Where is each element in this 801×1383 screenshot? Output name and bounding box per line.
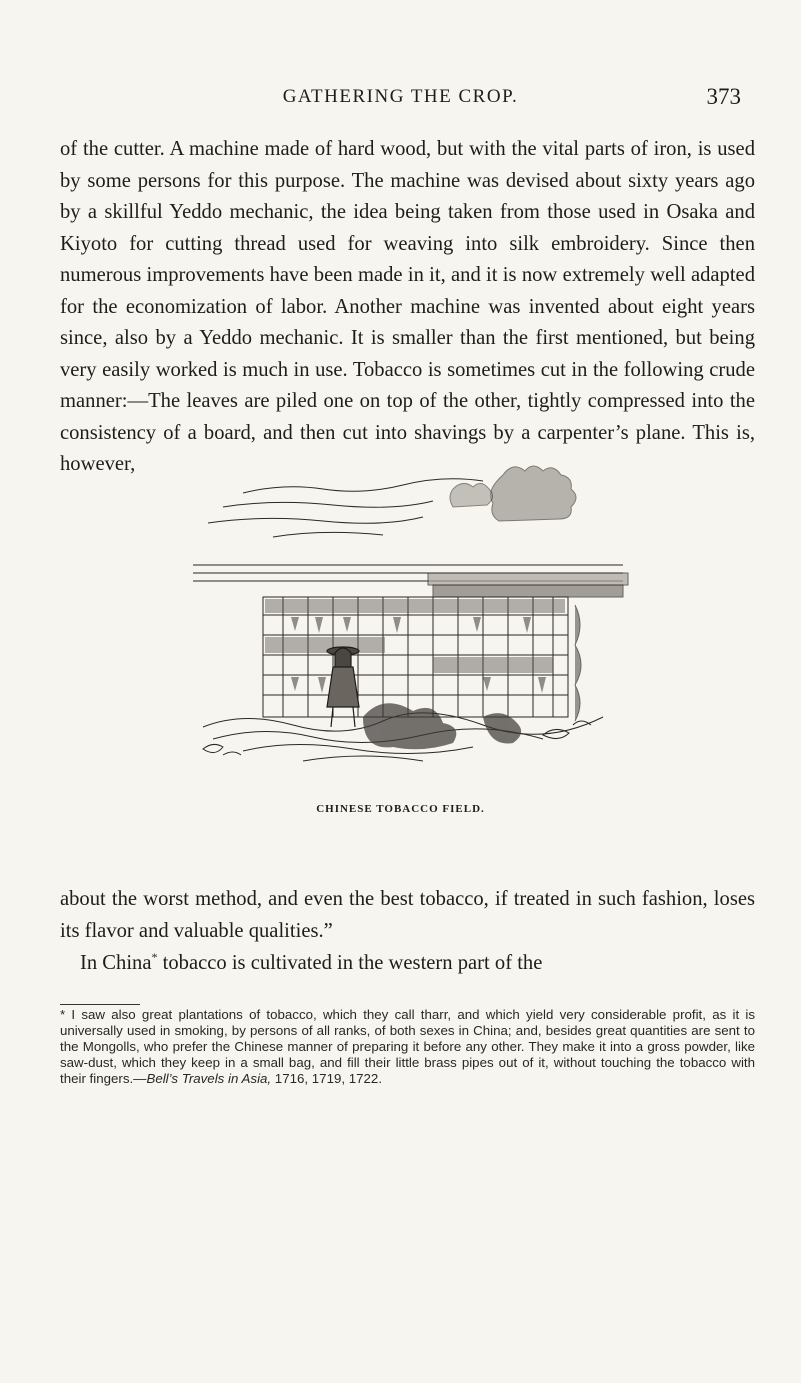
running-title: GATHERING THE CROP. bbox=[282, 86, 519, 107]
footnote-source: Bell’s Travels in Asia, bbox=[146, 1071, 272, 1086]
page-header bbox=[0, 86, 801, 116]
chinese-tobacco-field-illustration bbox=[183, 455, 635, 775]
footnote-text: * I saw also great plantations of tobacco, which they call tharr, and which yield very considerable profit, as it is universally used in smoking, by persons of all ranks, of both sexes in China; and, besides great quantities are sent to the Mongolls, who prefer the Chinese manner of preparing it before any other. They make it into a gross powder, like saw-dust, which they keep in a small bag, and fill their little brass pipes out of it, without touching the tobacco with their fingers.— bbox=[60, 1007, 755, 1086]
paragraph-text: tobacco is cultivated in the western part of the bbox=[157, 951, 543, 974]
footnote-rule bbox=[60, 1004, 140, 1005]
footnote-years: 1716, 1719, 1722. bbox=[271, 1071, 383, 1086]
body-paragraph: of the cutter. A machine made of hard wood, but with the vital parts of iron, is used by some persons for this purpose. The machine was devised about sixty years ago by a skillful Yeddo mechanic, the idea being taken from those used in Osaka and Kiyoto for cutting thread used for weaving into silk embroidery. Since then numerous improvements have been made in it, and it is now extremely well adapted for the economization of labor. Another machine was invented about eight years since, also by a Yeddo mechanic. It is smaller than the first mentioned, but being very easily worked is much in use. Tobacco is sometimes cut in the following crude manner:—The leaves are piled one on top of the other, tightly compressed into the consistency of a board, and then cut into shavings by a carpenter’s plane. This is, however, bbox=[60, 138, 755, 475]
body-paragraph: about the worst method, and even the best tobacco, if treated in such fashion, loses its flavor and valuable qualities.” bbox=[60, 888, 755, 942]
footnote bbox=[60, 1007, 755, 1087]
body-paragraph bbox=[60, 942, 755, 979]
page-number: 373 bbox=[706, 84, 741, 109]
figure-caption: CHINESE TOBACCO FIELD. bbox=[316, 803, 485, 815]
paragraph-text: In China bbox=[80, 951, 152, 974]
footnote-marker: * bbox=[151, 950, 158, 964]
